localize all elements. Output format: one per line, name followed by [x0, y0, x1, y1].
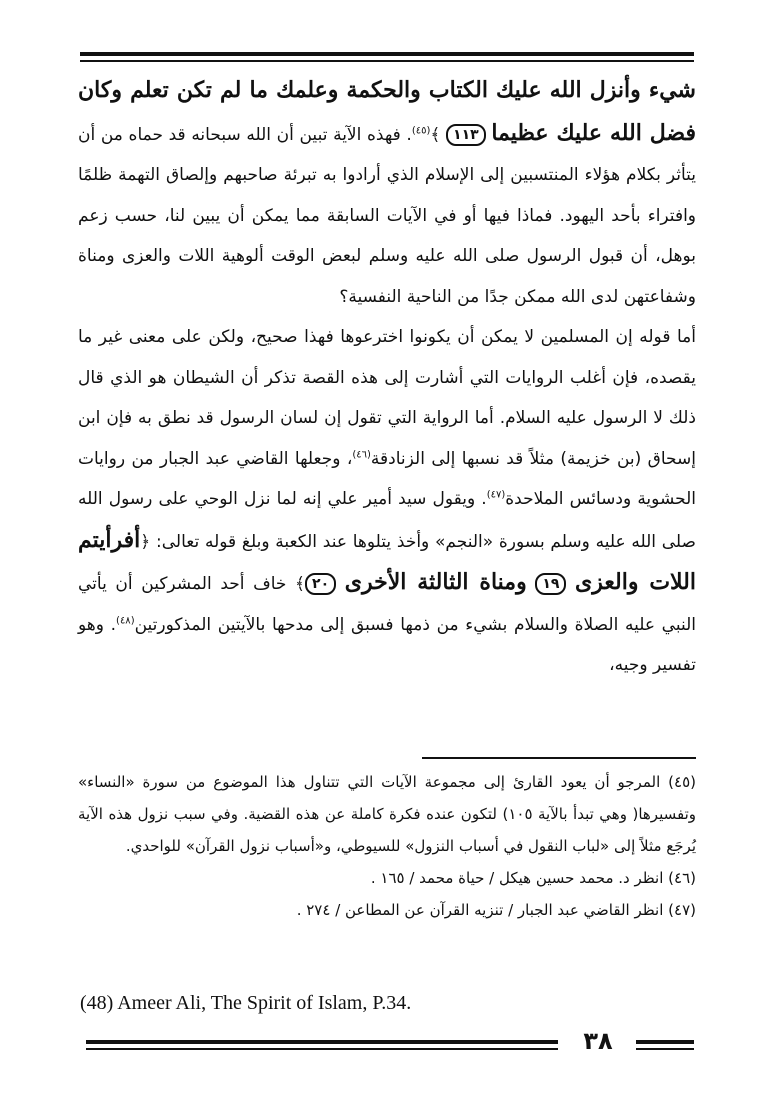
footnote-48: (48) Ameer Ali, The Spirit of Islam, P.34. — [80, 992, 412, 1014]
footnote-ref-45: (٤٥) — [411, 124, 431, 136]
footnote-divider — [422, 757, 696, 759]
footer-rule-right — [636, 1040, 694, 1044]
header-rule-thin — [80, 60, 694, 62]
page-number: ٣٨ — [583, 1027, 613, 1055]
header-rule — [80, 52, 694, 56]
verse-number: ١١٣ — [446, 124, 486, 146]
quran-verse: أفرأيتم اللات والعزى — [78, 526, 696, 595]
paragraph-2: أما قوله إن المسلمين لا يمكن أن يكونوا اخترعوها فهذا صحيح، ولكن على معنى غير ما يقصده، فإن أغلب الروايات التي أشارت إلى هذه القصة تذكر أن الشيطان هو الذي قال ذلك لا الرسول عليه السلام. أما الرواية التي تقول إن لسان الرسول قد نطق به فإن ابن إسحاق (بن خزيمة) مثلاً قد نسبها إلى الزنادقة$^{(٤٦)}$، وجعلها القاضي عبد الجبار من روايات الحشوية ودسائس الملاحدة$^{(٤٧)}$. ويقول سيد أمير علي إنه لما نزل الوحي على رسول الله صلى الله عليه وسلم بسورة «النجم» وأخذ يتلوها عند الكعبة وبلغ قوله تعالى: ﴿أفرأيتم اللات والعزى ١٩ ومناة الثالثة الأخرى ٢٠﴾ خاف أحد المشركين أن يأتي النبي عليه الصلاة والسلام بشيء من ذمها فسبق إلى مدحها بالآيتين المذكورتين$^{(٤٨)}$. وهو تفسير وجيه، — [78, 327, 696, 675]
paragraph-text: ، وجعلها القاضي عبد الجبار من روايات الحشوية ودسائس الملاحدة — [78, 448, 696, 509]
verse-number: ١٩ — [535, 573, 566, 595]
footnote-ref-48: (٤٨) — [116, 614, 135, 626]
paragraph-text: . وهو تفسير وجيه، — [78, 614, 696, 675]
footnote-47: (٤٧) انظر القاضي عبد الجبار / تنزيه القرآن عن المطاعن / ٢٧٤ . — [296, 901, 696, 919]
footnotes — [78, 766, 696, 926]
footer-rule-right-thin — [636, 1048, 694, 1050]
paragraph-1: شيء وأنزل الله عليك الكتاب والحكمة وعلمك ما لم تكن تعلم وكان فضل الله عليك عظيما ١١٣ ﴾$^{(٤٥)}$. فهذه الآية تبين أن الله سبحانه قد حماه من أن يتأثر بكلام هؤلاء المنتسبين إلى الإسلام الذي أرادوا به تبرئة صاحبهم وإلصاق التهمة ظلمًا وافتراء بأحد اليهود. فماذا فيها أو في الآيات السابقة مما يمكن أن يبين لنا، حسب زعم بوهل، أن قبول الرسول صلى الله عليه وسلم لبعض الوقت ألوهية اللات والعزى ومناة وشفاعتهن لدى الله ممكن جدًا من الناحية النفسية؟ — [78, 77, 697, 307]
footnote-ref-47: (٤٧) — [486, 489, 506, 501]
paragraph-text: أما قوله إن المسلمين لا يمكن أن يكونوا اخترعوها فهذا صحيح، ولكن على معنى غير ما يقصده، فإن أغلب الروايات التي أشارت إلى هذه القصة تذكر أن الشيطان هو الذي قال ذلك لا الرسول عليه السلام. أما الرواية التي تقول إن لسان الرسول قد نطق به فإن ابن إسحاق (بن خزيمة) مثلاً قد نسبها إلى الزنادقة — [78, 327, 696, 469]
paragraph-text: . ويقول سيد أمير علي إنه لما نزل الوحي على رسول الله صلى الله عليه وسلم بسورة «النجم» وأخذ يتلوها عند الكعبة وبلغ قوله تعالى: — [78, 489, 696, 552]
footer-rule — [86, 1040, 558, 1044]
footnote-46: (٤٦) انظر د. محمد حسين هيكل / حياة محمد / ١٦٥ . — [370, 869, 696, 887]
verse-number: ٢٠ — [305, 573, 336, 595]
quran-verse: ومناة الثالثة الأخرى — [344, 569, 527, 595]
quran-verse: شيء وأنزل الله عليك الكتاب والحكمة وعلمك ما لم تكن تعلم وكان فضل الله عليك عظيما — [78, 77, 697, 146]
main-text — [78, 70, 696, 686]
paragraph-text: خاف أحد المشركين أن يأتي النبي عليه الصلاة والسلام بشيء من ذمها فسبق إلى مدحها بالآيتين المذكورتين — [78, 574, 696, 635]
footnote-45: (٤٥) المرجو أن يعود القارئ إلى مجموعة الآيات التي تتناول هذا الموضوع من سورة «النساء» وتفسيرها( وهي تبدأ بالآية ١٠٥) لتكون عنده فكرة كاملة عن هذه القضية. وفي سبب نزول هذه الآية يُرجَع مثلاً إلى «لباب النقول في أسباب النزول» للسيوطي، و«أسباب نزول القرآن» للواحدي. — [78, 773, 696, 855]
paragraph-text: . فهذه الآية تبين أن الله سبحانه قد حماه من أن يتأثر بكلام هؤلاء المنتسبين إلى الإسلام الذي أرادوا به تبرئة صاحبهم وإلصاق التهمة ظلمًا وافتراء بأحد اليهود. فماذا فيها أو في الآيات السابقة مما يمكن أن يبين لنا، حسب زعم بوهل، أن قبول الرسول صلى الله عليه وسلم لبعض الوقت ألوهية اللات والعزى ومناة وشفاعتهن لدى الله ممكن جدًا من الناحية النفسية؟ — [78, 124, 696, 307]
footnote-ref-46: (٤٦) — [352, 448, 371, 460]
footer-rule-thin — [86, 1048, 558, 1050]
